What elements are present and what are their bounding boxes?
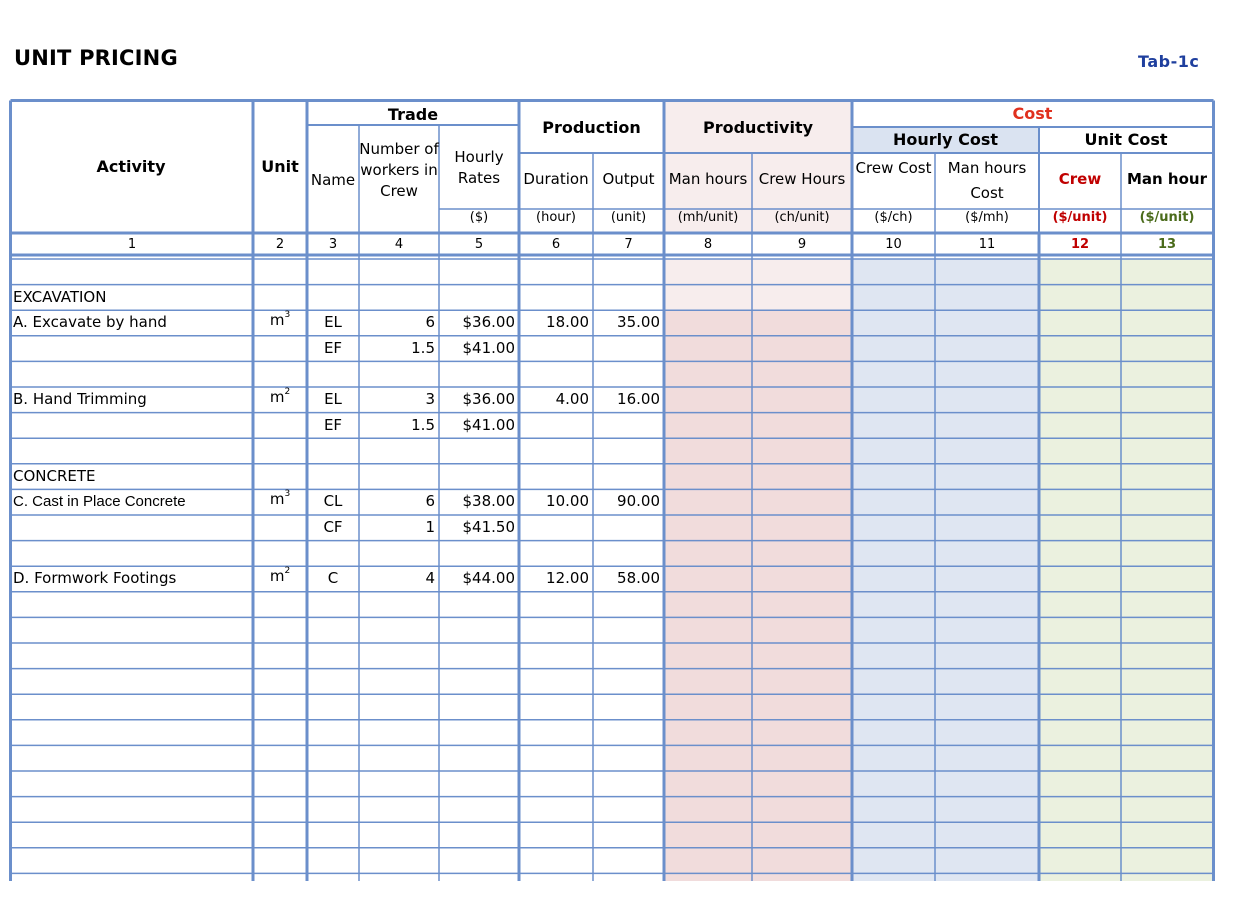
hourly-rate-cell: $36.00	[462, 313, 515, 332]
workers-cell: 6	[425, 313, 435, 332]
column-number-5: 5	[474, 237, 484, 252]
header-mh-cost: Man hours Cost	[947, 159, 1027, 202]
header-output: Output	[602, 170, 655, 188]
output-cell: 90.00	[617, 492, 660, 511]
header-uc-crew: Crew	[1058, 170, 1102, 188]
hourly-rate-cell: $38.00	[462, 492, 515, 511]
hourly-rate-cell: $44.00	[462, 569, 515, 588]
hourly-rate-cell: $36.00	[462, 390, 515, 408]
workers-cell: 1.5	[411, 338, 435, 357]
column-number-3: 3	[328, 237, 338, 252]
workers-cell: 3	[425, 390, 435, 408]
output-cell: 16.00	[617, 390, 660, 408]
column-number-8: 8	[703, 237, 713, 252]
header-uc-crew-unit: ($/unit)	[1052, 210, 1108, 225]
output-cell: 58.00	[617, 569, 660, 588]
column-number-7: 7	[624, 237, 633, 252]
unit-exponent: 2	[284, 387, 291, 397]
column-number-12: 12	[1070, 237, 1090, 252]
header-trade-rates: Hourly Rates	[454, 148, 504, 187]
productivity-body-fill	[664, 311, 852, 881]
header-duration-unit: (hour)	[536, 210, 576, 225]
unit-exponent: 3	[284, 489, 291, 500]
header-trade-name: Name	[310, 171, 356, 189]
hourly-rate-cell: $41.50	[462, 518, 515, 536]
unit-cell: $m^2$	[269, 566, 291, 586]
column-number-4: 4	[394, 237, 404, 252]
header-crew-cost-unit: ($/ch)	[874, 210, 913, 225]
trade-name-cell: EL	[324, 313, 342, 332]
unit-exponent: 3	[284, 310, 291, 321]
header-crew-hours: Crew Hours	[758, 170, 846, 188]
output-cell: 35.00	[617, 313, 660, 332]
column-number-1: 1	[127, 237, 137, 252]
header-crew-cost: Crew Cost	[855, 159, 932, 177]
activity-label: CONCRETE	[13, 466, 96, 485]
header-crew-hours-unit: (ch/unit)	[774, 210, 830, 225]
unit-pricing-table	[9, 99, 1215, 881]
unit-cell: $m^3$	[269, 310, 291, 330]
hourly-rate-cell: $41.00	[462, 415, 515, 434]
page-title: UNIT PRICING	[14, 46, 178, 70]
trade-name-cell: EL	[324, 390, 342, 408]
header-production: Production	[542, 118, 641, 137]
unit-cell: $m^2$	[269, 387, 291, 406]
header-hourly-cost: Hourly Cost	[892, 130, 999, 149]
activity-label: B. Hand Trimming	[13, 390, 147, 408]
header-unit: Unit	[261, 157, 299, 176]
column-number-6: 6	[551, 237, 561, 252]
unit-cell: $m^3$	[269, 489, 291, 509]
header-trade: Trade	[387, 105, 439, 124]
workers-cell: 1	[425, 518, 435, 536]
trade-name-cell: CL	[323, 492, 343, 511]
column-number-2: 2	[275, 237, 285, 252]
duration-cell: 12.00	[546, 569, 589, 588]
activity-label: C. Cast in Place Concrete	[13, 493, 186, 511]
header-cost: Cost	[1012, 104, 1053, 123]
header-man-hours-unit: (mh/unit)	[677, 210, 739, 225]
header-mh-cost-unit: ($/mh)	[965, 210, 1009, 225]
header-trade-workers: Number of workers in Crew	[359, 140, 439, 200]
workers-cell: 4	[425, 569, 435, 588]
header-trade-rates-unit: ($)	[469, 210, 489, 225]
header-output-unit: (unit)	[610, 210, 647, 225]
column-number-10: 10	[885, 237, 902, 252]
duration-cell: 4.00	[555, 390, 589, 408]
header-unit-cost: Unit Cost	[1084, 130, 1168, 149]
activity-label: A. Excavate by hand	[13, 313, 167, 332]
workers-cell: 1.5	[411, 415, 435, 434]
hourly-cost-body-fill	[852, 259, 1039, 881]
trade-name-cell: CF	[323, 518, 343, 536]
unit-cost-body-fill	[1039, 259, 1213, 881]
activity-label: EXCAVATION	[13, 287, 107, 306]
duration-cell: 10.00	[546, 492, 589, 511]
trade-name-cell: EF	[323, 338, 343, 357]
activity-label: D. Formwork Footings	[13, 569, 177, 588]
workers-cell: 6	[425, 492, 435, 511]
hourly-rate-cell: $41.00	[462, 338, 515, 357]
header-uc-manhour-unit: ($/unit)	[1139, 210, 1195, 225]
header-productivity: Productivity	[702, 118, 814, 137]
header-duration: Duration	[523, 170, 589, 188]
trade-name-cell: EF	[323, 415, 343, 434]
column-number-13: 13	[1157, 237, 1177, 252]
column-number-9: 9	[797, 237, 807, 252]
trade-name-cell: C	[327, 569, 339, 588]
header-uc-manhour: Man hour	[1126, 170, 1207, 188]
header-man-hours: Man hours	[668, 170, 748, 188]
tab-label: Tab-1c	[1138, 52, 1200, 71]
header-activity: Activity	[96, 157, 166, 176]
duration-cell: 18.00	[546, 313, 589, 332]
column-number-11: 11	[978, 237, 996, 252]
unit-exponent: 2	[284, 566, 291, 577]
